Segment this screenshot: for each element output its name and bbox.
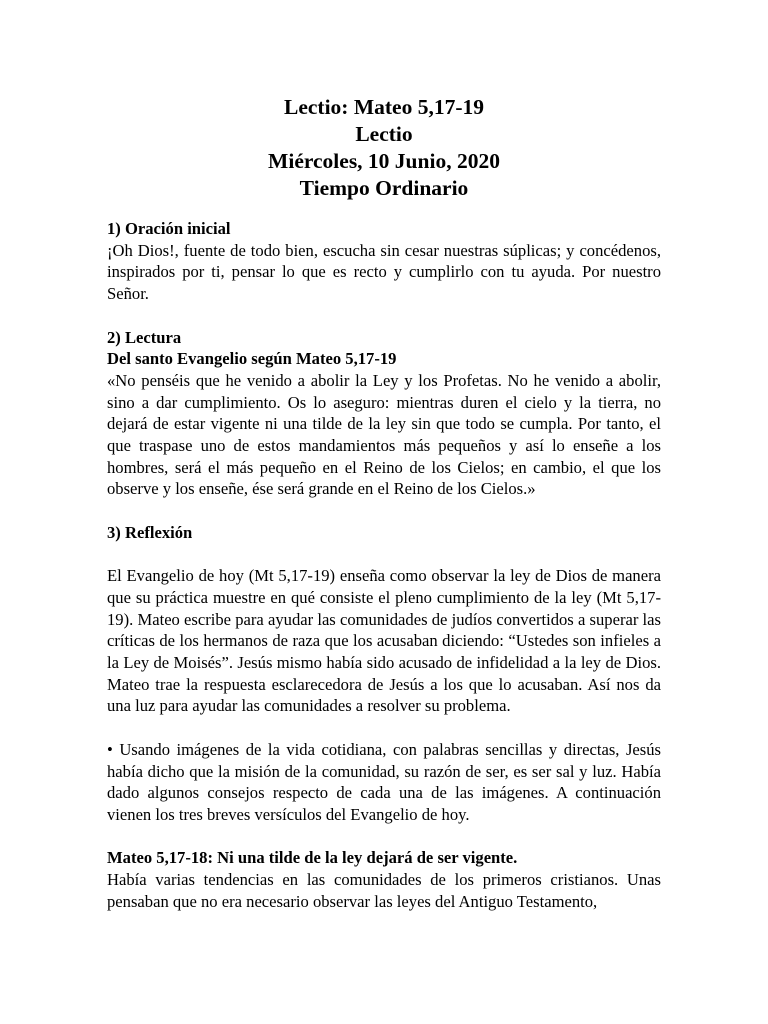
title-line-2: Lectio [355, 122, 413, 146]
section-heading-lectura: 2) Lectura [107, 327, 182, 347]
reflexion-paragraph-3: Había varias tendencias en las comunidades de los primeros cristianos. Unas pensaban que no era necesario observar las leyes del Antiguo Testamento, [107, 870, 661, 911]
spacer [107, 717, 661, 739]
oracion-text: ¡Oh Dios!, fuente de todo bien, escucha sin cesar nuestras súplicas; y concédenos, inspirados por ti, pensar lo que es recto y cumplirlo con tu ayuda. Por nuestro Señor. [107, 240, 661, 304]
spacer [107, 826, 661, 848]
reflexion-paragraph-1: El Evangelio de hoy (Mt 5,17-19) enseña como observar la ley de Dios de manera que su práctica muestre en qué consiste el pleno cumplimiento de la ley (Mt 5,17-19). Mateo escribe para ayudar las comunidades de judíos convertidos a superar las críticas de los hermanos de raza que los acusaban diciendo: “Ustedes son infieles a la Ley de Moisés”. Jesús mismo había sido acusado de infidelidad a la ley de Dios. Mateo trae la respuesta esclarecedora de Jesús a los que lo acusaban. Así nos da una luz para ayudar las comunidades a resolver su problema. [107, 566, 661, 716]
gospel-reference-heading: Del santo Evangelio según Mateo 5,17-19 [107, 349, 397, 369]
verse-subheading: Mateo 5,17-18: Ni una tilde de la ley dejará de ser vigente. [107, 848, 518, 868]
section-heading-reflexion: 3) Reflexión [107, 522, 193, 542]
gospel-text: «No penséis que he venido a abolir la Ley y los Profetas. No he venido a abolir, sino a dar cumplimiento. Os lo aseguro: mientras duren el cielo y la tierra, no dejará de estar vigente ni una tilde de la ley sin que todo se cumpla. Por tanto, el que traspase uno de estos mandamientos más pequeños y así lo enseñe a los hombres, será el más pequeño en el Reino de los Cielos; en cambio, el que los observe y los enseñe, ése será grande en el Reino de los Cielos.» [107, 370, 661, 499]
spacer [107, 305, 661, 327]
document-body [107, 218, 661, 912]
reflexion-paragraph-2: • Usando imágenes de la vida cotidiana, con palabras sencillas y directas, Jesús había dicho que la misión de la comunidad, su razón de ser, es ser sal y luz. Había dado algunos consejos respecto de cada una de las imágenes. A continuación vienen los tres breves versículos del Evangelio de hoy. [107, 739, 661, 824]
title-line-1: Lectio: Mateo 5,17-19 [284, 95, 484, 119]
document-title [0, 94, 768, 202]
section-heading-oracion: 1) Oración inicial [107, 219, 231, 238]
spacer [107, 544, 661, 566]
title-line-4: Tiempo Ordinario [299, 176, 469, 200]
spacer [107, 500, 661, 522]
title-line-3: Miércoles, 10 Junio, 2020 [268, 149, 500, 173]
